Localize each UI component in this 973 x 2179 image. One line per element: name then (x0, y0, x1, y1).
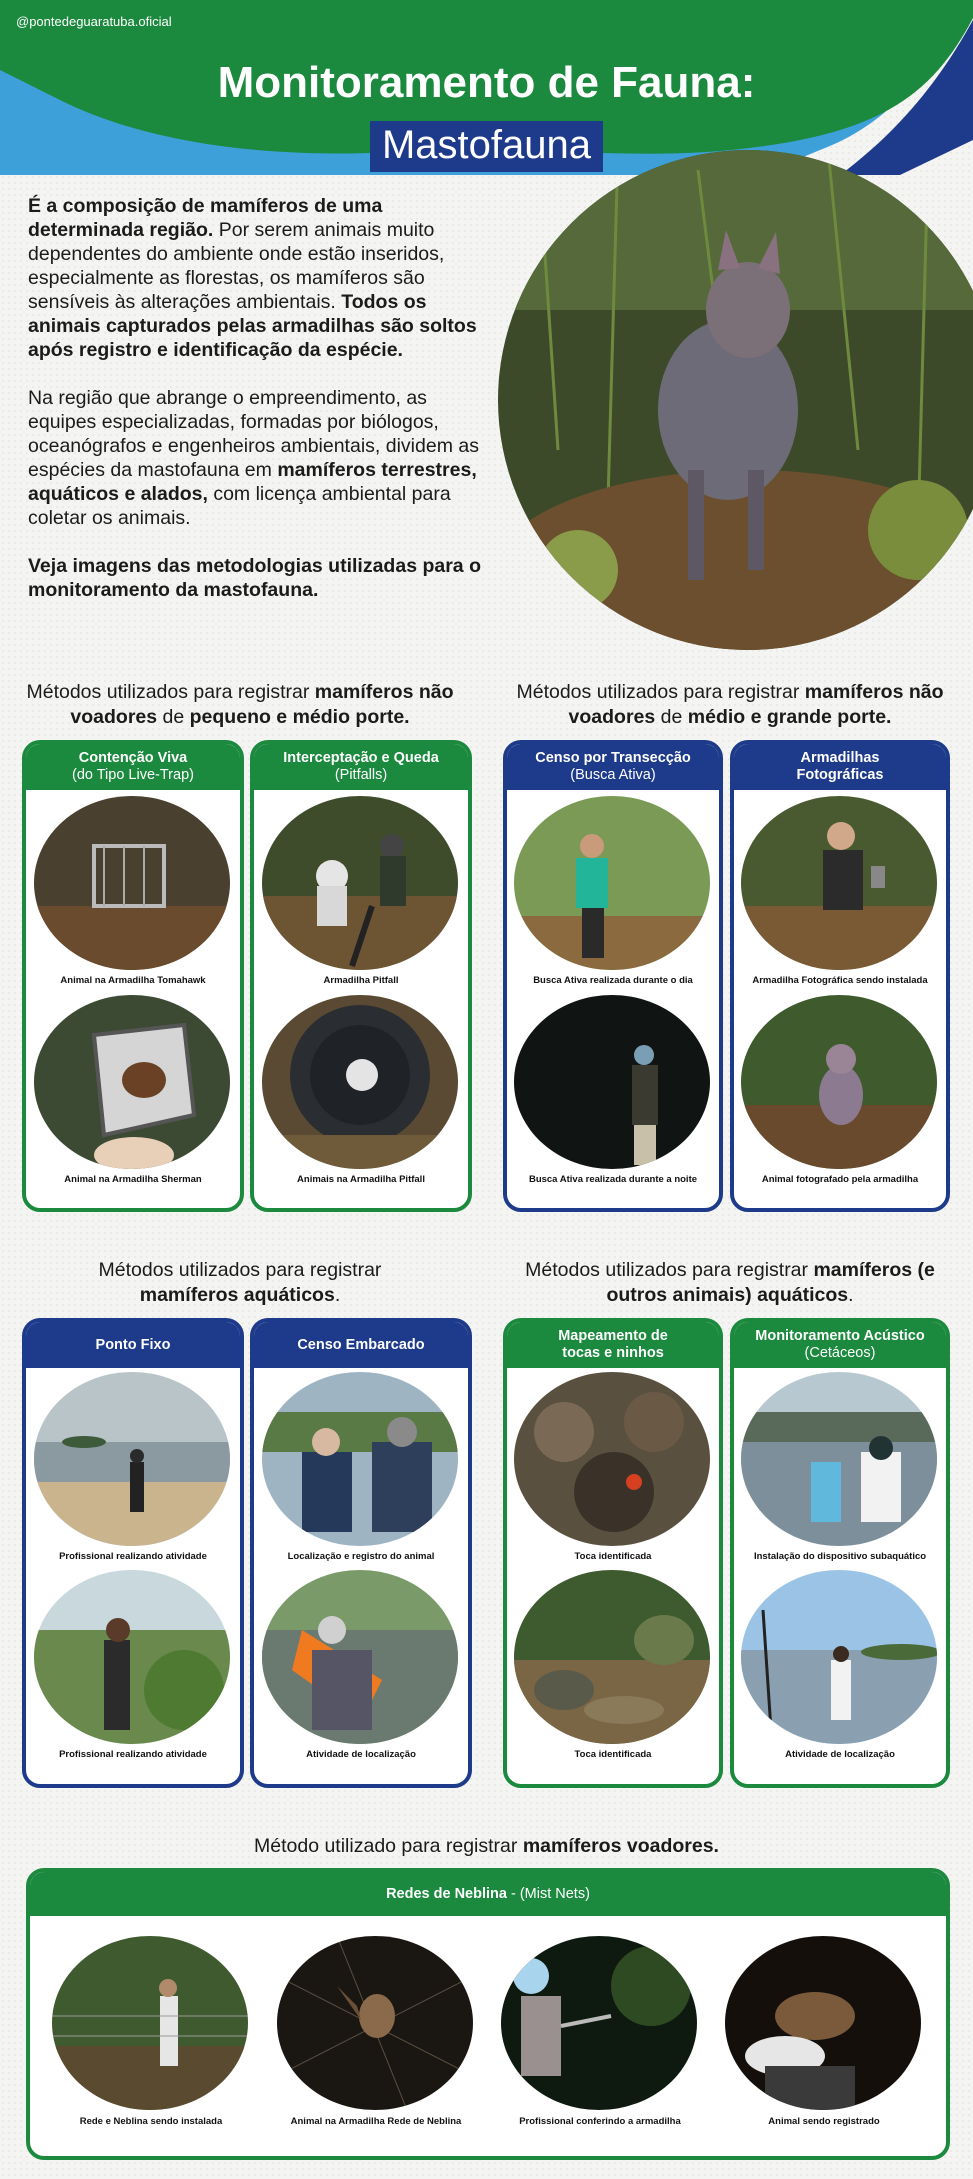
intro-paragraph-2 (28, 386, 498, 530)
photo-mist-net-install (52, 1936, 248, 2110)
caption: Rede e Neblina sendo instalada (79, 2116, 223, 2127)
panel-header: Contenção Viva (do Tipo Live-Trap) (26, 744, 240, 794)
photo-camera-trap-install (741, 796, 937, 970)
photo-hydrophone-install (741, 1372, 937, 1546)
panel-header: Censo por Transecção (Busca Ativa) (507, 744, 719, 794)
caption: Animais na Armadilha Pitfall (297, 1174, 425, 1185)
caption: Profissional realizando atividade (59, 1551, 207, 1562)
panel-header: Redes de Neblina - (Mist Nets) (30, 1872, 946, 1920)
photo-checking-trap (501, 1936, 697, 2110)
photo-camera-trap-animal (741, 995, 937, 1169)
caption: Animal na Armadilha Rede de Neblina (290, 2116, 462, 2127)
panel-header: Interceptação e Queda (Pitfalls) (254, 744, 468, 794)
caption: Atividade de localização (785, 1749, 895, 1760)
caption: Animal fotografado pela armadilha (761, 1174, 919, 1185)
intro-paragraph-3 (28, 554, 498, 602)
caption: Profissional realizando atividade (59, 1749, 207, 1760)
section-title-flying: Método utilizado para registrar mamíferos voadores. (254, 1835, 719, 1857)
social-handle: @pontedeguaratuba.oficial (16, 14, 172, 29)
photo-burrow-stream (514, 1570, 710, 1744)
panel-header: Armadilhas Fotográficas (734, 744, 946, 794)
photo-tomahawk-trap (34, 796, 230, 970)
caption: Armadilha Pitfall (323, 975, 399, 986)
photo-day-search (514, 796, 710, 970)
photo-bat-registered (725, 1936, 921, 2110)
panel-header: Mapeamento de tocas e ninhos (507, 1322, 719, 1372)
section-title-aquatic-others: Métodos utilizados para registrar mamíferos (e outros animais) aquáticos. (525, 1259, 935, 1306)
photo-burrow (514, 1372, 710, 1546)
caption: Localização e registro do animal (287, 1551, 435, 1562)
caption: Animal sendo registrado (768, 2116, 880, 2127)
panel-header: Ponto Fixo (26, 1322, 240, 1372)
caption: Busca Ativa realizada durante o dia (533, 975, 693, 986)
page-subtitle: Mastofauna (370, 121, 603, 172)
photo-boat-photographers (262, 1372, 458, 1546)
intro-text-2: Na região que abrange o empreendimento, as equipes especializadas, formadas por biólogos, oceanógrafos e engenheiros ambientais, dividem as espécies da mastofauna em (28, 387, 479, 481)
intro-bold-3: mamíferos terrestres, aquáticos e alados, (28, 459, 477, 505)
photo-pitfall (262, 796, 458, 970)
hero-fox-photo (498, 150, 973, 650)
photo-pitfall-animals (262, 995, 458, 1169)
caption: Animal na Armadilha Tomahawk (60, 975, 206, 986)
caption: Toca identificada (574, 1551, 652, 1562)
panel-header: Censo Embarcado (254, 1322, 468, 1372)
caption: Animal na Armadilha Sherman (64, 1174, 202, 1185)
caption: Profissional conferindo a armadilha (519, 2116, 681, 2127)
photo-beach-observer (34, 1372, 230, 1546)
page-title: Monitoramento de Fauna: (217, 58, 756, 107)
intro-bold-2: Todos os animais capturados pelas armadilhas são soltos após registro e identificação da espécie. (28, 291, 477, 361)
intro-paragraph-1 (28, 194, 498, 362)
section-title-small-medium: Métodos utilizados para registrar mamíferos não voadores de pequeno e médio porte. (26, 681, 454, 728)
photo-boat-location (741, 1570, 937, 1744)
intro-bold-1: É a composição de mamíferos de uma determinada região. (28, 195, 383, 241)
photo-night-search (514, 995, 710, 1169)
photo-bat-in-net (277, 1936, 473, 2110)
caption: Atividade de localização (306, 1749, 416, 1760)
intro-bold-4: Veja imagens das metodologias utilizadas para o monitoramento da mastofauna. (28, 555, 481, 601)
intro-text-3: com licença ambiental para coletar os animais. (28, 483, 451, 529)
intro-text (28, 194, 498, 626)
caption: Armadilha Fotográfica sendo instalada (752, 975, 928, 986)
caption: Toca identificada (574, 1749, 652, 1760)
photo-boat-lifejacket (262, 1570, 458, 1744)
section-title-aquatic: Métodos utilizados para registrar mamíferos aquáticos. (98, 1259, 382, 1306)
section-title-medium-large: Métodos utilizados para registrar mamíferos não voadores de médio e grande porte. (516, 681, 944, 728)
photo-sherman-trap (34, 995, 230, 1169)
panel-header: Monitoramento Acústico (Cetáceos) (734, 1322, 946, 1372)
header-banner (0, 0, 973, 175)
photo-binocular-observer (34, 1570, 230, 1744)
caption: Instalação do dispositivo subaquático (753, 1551, 927, 1562)
caption: Busca Ativa realizada durante a noite (528, 1174, 698, 1185)
intro-text-1: Por serem animais muito dependentes do ambiente onde estão inseridos, especialmente as florestas, os mamíferos são sensíveis às alterações ambientais. (28, 219, 445, 313)
